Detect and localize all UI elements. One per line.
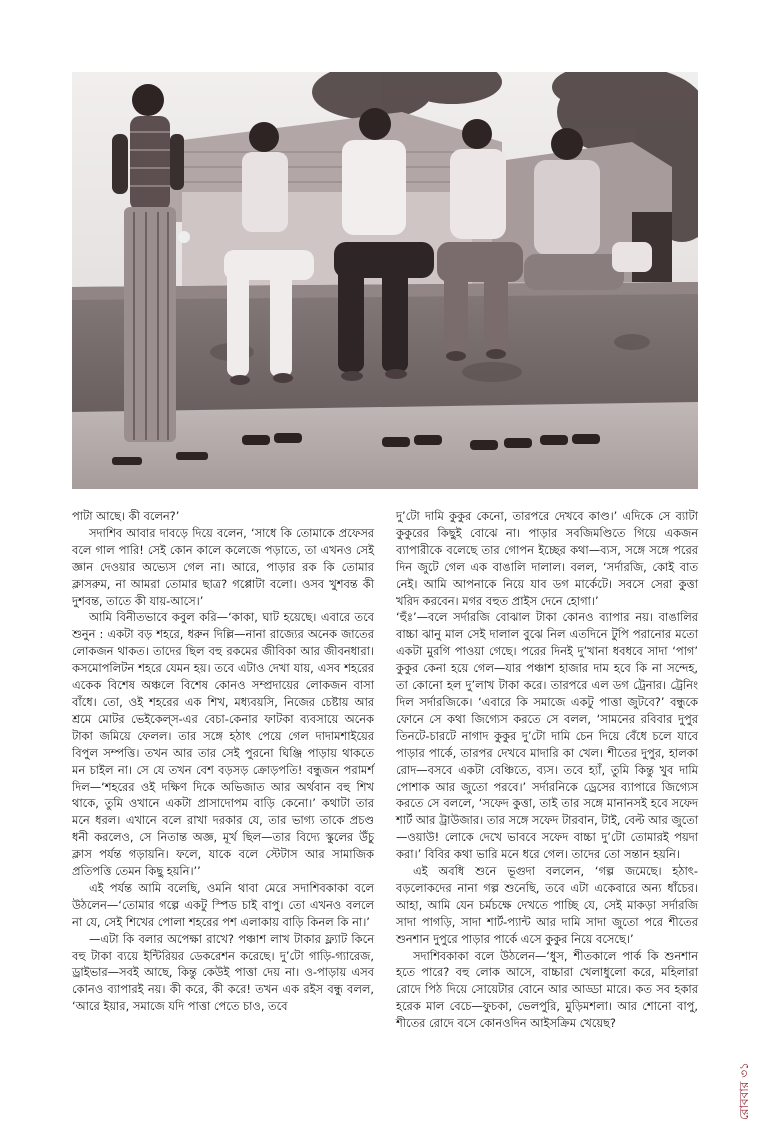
paragraph: পাটা আছে। কী বলেন?’ — [72, 509, 180, 523]
photo-five-men-on-wall — [72, 72, 698, 489]
article-left-column — [72, 508, 374, 1015]
paragraph: এই পর্যন্ত আমি বলেছি, ওমনি থাবা মেরে সদাশিবকাকা বলে উঠলেন—‘তোমার গল্পে একটু স্পিড চাই বাপু। তো এখনও বললে না যে, সেই শিখের পোলা শহরের পশ এলাকায় বাড়ি কিনল কি না।’ — [72, 880, 374, 929]
paragraph: দু’টো দামি কুকুর কেনো, তারপরে দেখবে কাণ্ড।’ এদিকে সে ব্যাটা কুকুরের কিছুই বোঝে না। পাড়ার সবজিমণ্ডিতে গিয়ে একজন ব্যাপারীকে বলেছে তার গোপন ইচ্ছের কথা—ব্যস, সঙ্গে সঙ্গে পরের দিন জুটে গেল এক বাঙালি দালাল। বলল, ‘সর্দারজি, কোই বাত নেই। আমি আপনাকে নিয়ে যাব ডগ মার্কেটে। সবসে সেরা কুত্তা খরিদ করবেন। মগর বহুত প্রাইস দেনে হোগা।’ — [396, 509, 698, 608]
paragraph: সদাশিব আবার দাবড়ে দিয়ে বলেন, ‘সাধে কি তোমাকে প্রফেসর বলে গাল পারি! সেই কোন কালে কলেজে পড়াতে, তা এখনও সেই জ্ঞান দেওয়ার অভ্যেস গেল না। আরে, পাড়ার রক কি তোমার ক্লাসরুম, না আমরা তোমার ছাত্র? গপ্পোটা বলো। ওসব খুশবন্ত কী দুশবন্ত, তাতে কী যায়-আসে।’ — [72, 525, 374, 608]
folio-text: রোববার ৩১ — [737, 1062, 751, 1120]
paragraph: আমি বিনীতভাবে কবুল করি—‘কাকা, ঘাট হয়েছে। এবারে তবে শুনুন : একটা বড় শহরে, ধরুন দিল্লি—নানা রাজ্যের অনেক জাতের লোকজন থাকত। তাদের ছিল বহু রকমের জীবিকা আর জীবনধারা। কসমোপলিটন শহরে যেমন হয়। তবে এটাও দেখা যায়, এসব শহরের একেক বিশেষ অঞ্চলে বিশেষ কোনও সম্প্রদায়ের লোকজন বাসা বাঁধে। তো, ওই শহরের এক শিখ, মধ্যবয়সি, নিজের চেষ্টায় আর শ্রমে মোটর ভেইকেল্‌স-এর বেচা-কেনার ফাটকা ব্যবসায়ে অনেক টাকা জমিয়ে ফেলল। তার সঙ্গে হঠাৎ পেয়ে গেল দাদামশাইয়ের বিপুল সম্পত্তি। তখন আর তার সেই পুরনো ঘিঞ্জি পাড়ায় থাকতে মন চাইল না। সে যে তখন বেশ বড়সড় ক্রোড়পতি! বন্ধুজন পরামর্শ দিল—‘শহরের ওই দক্ষিণ দিকে অভিজাত আর অর্থবান বহু শিখ থাকে, তুমি ওখানে একটা প্রাসাদোপম বাড়ি কেনো।’ কথাটা তার মনে ধরল। এখানে বলে রাখা দরকার যে, তার ভাগ্য তাকে প্রচণ্ড ধনী করলেও, সে নিতান্ত অজ্ঞ, মূর্খ ছিল—তার বিদ্যে স্কুলের উঁচু ক্লাস পর্যন্ত গড়ায়নি। ফলে, যাকে বলে স্টেটাস আর সামাজিক প্রতিপত্তি তেমন কিছু হয়নি।’’ — [72, 610, 374, 879]
paragraph: সদাশিবকাকা বলে উঠলেন—‘ধুস, শীতকালে পার্ক কি শুনশান হতে পারে? বহু লোক আসে, বাচ্চারা খেলাধুলো করে, মহিলারা রোদে পিঠ দিয়ে সোয়েটার বোনে আর আড্ডা মারে। কত সব হকার হরেক মাল বেচে—ফুচকা, ভেলপুরি, মুড়িমশলা। আর শোনো বাপু, শীতের রোদে বসে কোনওদিন আইসক্রিম খেয়েছ? — [396, 948, 698, 1031]
article-photo — [72, 72, 698, 489]
paragraph: ‘হুঁঃ’—বলে সর্দারজি বোঝাল টাকা কোনও ব্যাপার নয়। বাঙালির বাচ্চা ঝানু মাল সেই দালাল বুঝে নিল এতদিনে টুপি পরানোর মতো একটা মুরগি পাওয়া গেছে। পরের দিনই দু’খানা ধবধবে সাদা ‘পাগ’ কুকুর কেনা হয়ে গেল—যার পঞ্চাশ হাজার দাম হবে কি না সন্দেহ, তা কোনো হল দু’লাখ টাকা করে। তারপরে এল ডগ ট্রেনার। ট্রেনিং দিল সর্দারজিকে। ‘এবারে কি সমাজে একটু পাত্তা জুটবে?’ বন্ধুকে ফোনে সে কথা জিগ্যেস করতে সে বলল, ‘সামনের রবিবার দুপুর তিনটে-চারটে নাগাদ কুকুর দু’টো দামি চেন দিয়ে বেঁধে চলে যাবে পাড়ার পার্কে, তারপর দেখবে মাদারি কা খেল। শীতের দুপুর, হালকা রোদ—বসবে একটা বেঞ্চিতে, ব্যস। তবে হ্যাঁ, তুমি কিন্তু খুব দামি পোশাক আর জুতো পরবে।’ সর্দারনিকে ড্রেসের ব্যাপারে জিগ্যেস করতে সে বললে, ‘সফেদ কুত্তা, তাই তার সঙ্গে মানানসই হবে সফেদ শার্ট আর ট্রাউজার। তার সঙ্গে সফেদ টারবান, টাই, বেল্ট আর জুতো—ওয়াউ! লোকে দেখে ভাববে সফেদ বাচ্চা দু’টো তোমারই পয়দা করা।’ বিবির কথা ভারি মনে ধরে গেল। তাদের তো সন্তান হয়নি। — [396, 610, 698, 862]
paragraph: —এটা কি বলার অপেক্ষা রাখে? পঞ্চাশ লাখ টাকার ফ্ল্যাট কিনে বহু টাকা ব্যয়ে ইন্টিরিয়র ডেকরেশন করেছে। দু’টো গাড়ি-গ্যারেজ, ড্রাইভার—সবই আছে, কিন্তু কেউই পাত্তা দেয় না। ও-পাড়ায় এসব কোনও ব্যাপারই নয়। কী করে, কী করে! তখন এক রইস বন্ধু বলল, ‘আরে ইয়ার, সমাজে যদি পাত্তা পেতে চাও, তবে — [72, 931, 374, 1014]
article-right-column — [396, 508, 698, 1032]
page-folio — [722, 1000, 751, 1120]
paragraph: এই অবধি শুনে ভূগুদা বললেন, ‘গল্প জমেছে। হঠাৎ-বড়লোকদের নানা গল্প শুনেছি, তবে এটা একেবারে অন্য ধাঁচের। আহা, আমি যেন চর্মচক্ষে দেখতে পাচ্ছি যে, সেই মাকড়া সর্দারজি সাদা পাগড়ি, সাদা শার্ট-প্যান্ট আর দামি সাদা জুতো পরে শীতের শুনশান দুপুরে পাড়ার পার্কে এসে কুকুর নিয়ে বসেছে।’ — [396, 864, 698, 946]
